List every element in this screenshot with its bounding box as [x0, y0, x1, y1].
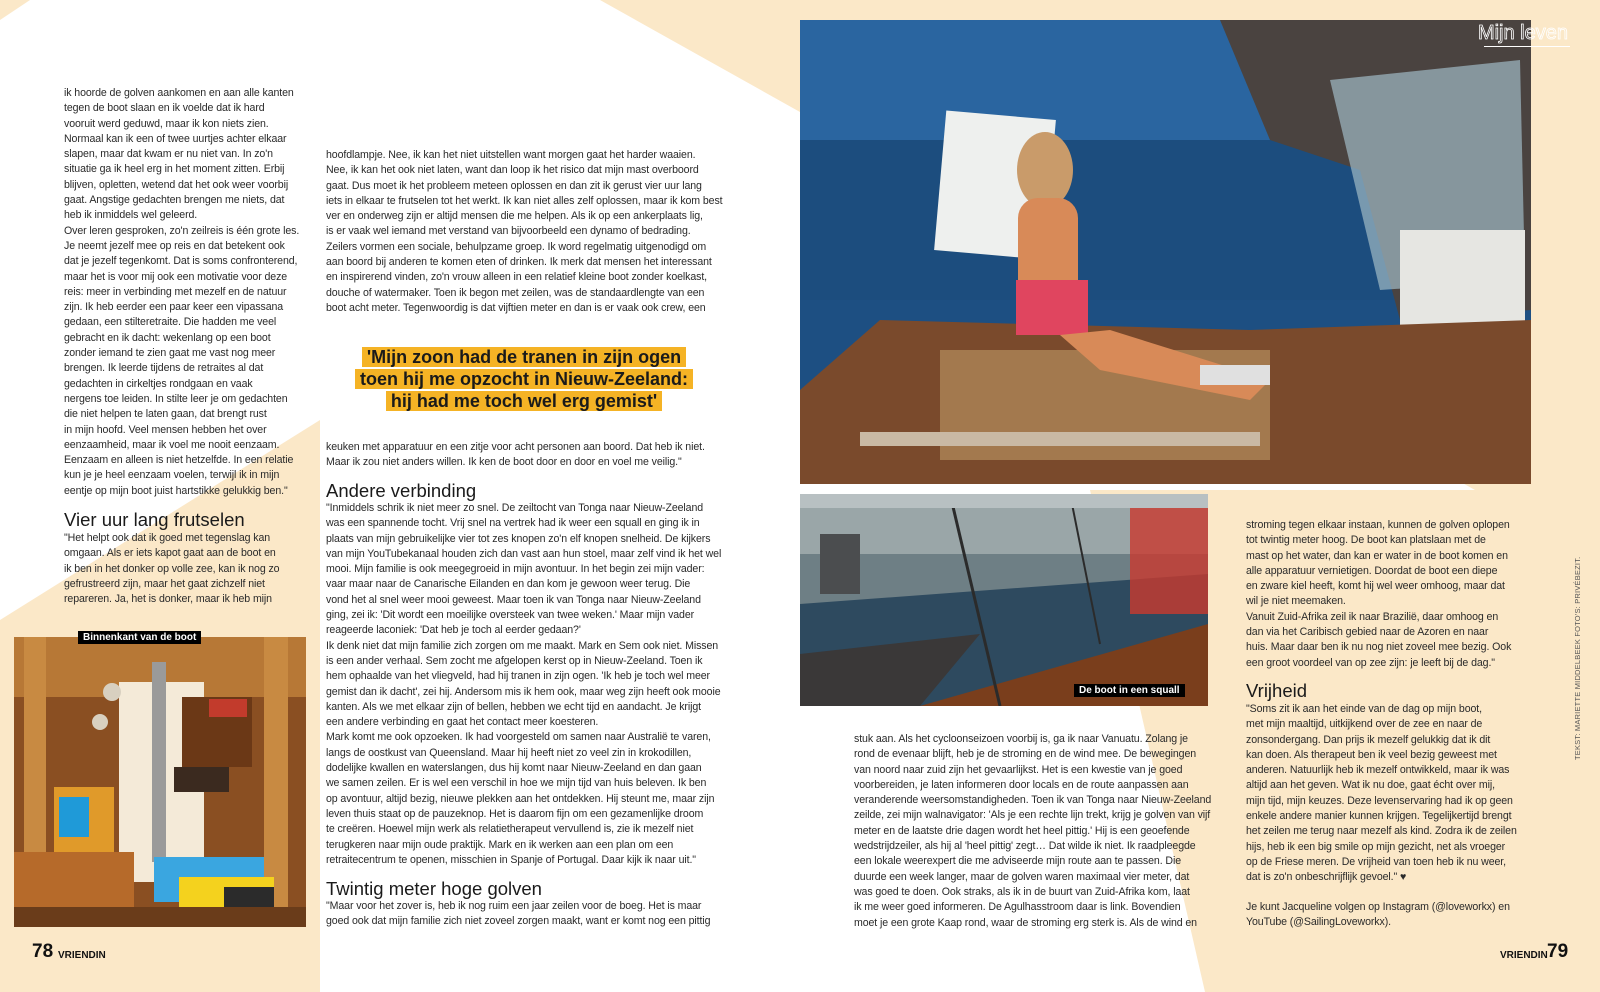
column-1-top-text: ik hoorde de golven aankomen en aan alle kanten tegen de boot slaan en ik voelde dat ik hard vooruit werd geduwd, maar ik kon niets zien. Normaal kan ik een of twee uurtjes achter elkaar slapen, maar dat kwam er nu niet van. In zo'n situatie ga ik heel erg in het moment zitten. Erbij blijven, opletten, wetend dat het ook weer voorbij gaat. Angstige gedachten brengen me niets, dat heb ik inmiddels wel geleerd. Over leren gesproken, zo'n zeilreis is één grote les. Je neemt jezelf mee op reis en dat betekent ook dat je jezelf tegenkomt. Dat is soms confronterend, maar het is voor mij ook een motivatie voor deze reis: meer in verbinding met mezelf en de natuur zijn. Ik heb eerder een paar keer een vipassana gedaan, een stilteretraite. Die hadden me veel gebracht en ik dacht: wekenlang op een boot zonder iemand te zien gaat me vast nog meer brengen. Ik leerde tijdens de retraites al dat gedachten in cirkeltjes rondgaan en vaak nergens toe leiden. In stilte leer je om gedachten die niet helpen te laten gaan, dat brengt rust in mijn hoofd. Veel mensen hebben het over eenzaamheid, maar ik voel me nooit eenzaam. Eenzaam en alleen is niet hetzelfde. In een relatie kun je je heel eenzaam voelen, terwijl ik in mijn eentje op mijn boot juist hartstikke gelukkig ben."	[64, 87, 300, 497]
pull-quote-line-3: hij had me toch wel erg gemist'	[386, 391, 662, 411]
heading-twintig-meter-hoge-golven: Twintig meter hoge golven	[326, 878, 542, 899]
column-1-bottom-text: "Het helpt ook dat ik goed met tegenslag kan omgaan. Als er iets kapot gaat aan de boot en ik ben in het donker op volle zee, kan ik nog zo gefrustreerd zijn, maar het gaat zichzelf niet repareren. Ja, het is donker, maar ik heb mijn	[64, 532, 280, 606]
page-number-left: 78	[32, 941, 54, 962]
heading-andere-verbinding: Andere verbinding	[326, 480, 477, 501]
magazine-name-right: VRIENDIN	[1500, 950, 1548, 961]
section-label-underline	[1484, 46, 1570, 47]
column-3-text: stuk aan. Als het cycloonseizoen voorbij is, ga ik naar Vanuatu. Zolang je rond de evenaar blijft, heb je de stroming en de wind mee. De bewegingen van noord naar zuid zijn het gevaarlijkst. Het is een kwestie van je goed voorbereiden, je laten informeren door locals en de route aanpassen aan veranderende weersomstandigheden. Toen ik van Tonga naar Nieuw-Zeeland zeilde, zei mijn walnavigator: 'Als je een rechte lijn trekt, krijg je golven van vijf meter en de laatste drie dagen wordt het heel pittig.' Hij is een geoefende wedstrijdzeiler, als hij al 'heel pittig' zegt… Dat wilde ik niet. Ik raadpleegde een lokale weerexpert die me adviseerde mijn route aan te passen. Die duurde een week langer, maar de golven waren maximaal vier meter, dat was goed te doen. Ook straks, als ik in de buurt van Zuid-Afrika kom, laat ik me weer goed informeren. De Agulhasstroom daar is link. Bovendien moet je een grote Kaap rond, waar de stroming erg sterk is. Als de wind en	[854, 733, 1212, 929]
column-2-middle-text: keuken met apparatuur en een zitje voor acht personen aan boord. Dat heb ik niet. Maar ik zou niet anders willen. Ik ken de boot door en door en voel me veilig."	[326, 441, 705, 469]
boat-interior-photo	[14, 637, 306, 927]
page-number-right: 79	[1547, 941, 1569, 962]
column-2-top-text: hoofdlampje. Nee, ik kan het niet uitstellen want morgen gaat het harder waaien. Nee, ik kan het ook niet laten, want dan loop ik het risico dat mijn mast overboord gaat. Dus moet ik het probleem meteen oplossen en dan zit ik gerust vier uur lang iets in elkaar te frutselen tot het werkt. Ik kan niet alles zelf oplossen, maar ik kom best ver en onderweg zijn er altijd mensen die me helpen. Als ik op een ankerplaats lig, is er vaak wel iemand met verstand van bijvoorbeeld een dynamo of bedrading. Zeilers vormen een sociale, behulpzame groep. Ik word regelmatig uitgenodigd om aan boord bij anderen te komen eten of drinken. Ik merk dat mensen het interessant en inspirerend vinden, zo'n vrouw alleen in een relatief kleine boot zonder koelkast, douche of watermaker. Toen ik begon met zeilen, was de standaardlengte van een boot acht meter. Tegenwoordig is dat vijftien meter en dan is er vaak ook crew, een	[326, 149, 723, 314]
woman-sailing-photo	[800, 20, 1531, 484]
column-4-vrijheid-text: "Soms zit ik aan het einde van de dag op mijn boot, met mijn maaltijd, uitkijkend over de zee en naar de zonsondergang. Dan prijs ik mezelf gelukkig dat ik dit kan doen. Als therapeut ben ik veel bezig geweest met anderen. Natuurlijk heb ik mezelf ontwikkeld, maar ik was altijd aan het geven. Wat ik nu doe, gaat écht over mij, mijn tijd, mijn keuzes. Deze levenservaring had ik op geen enkele andere manier kunnen krijgen. Tegelijkertijd brengt het zeilen me terug naar mezelf als kind. Zodra ik de zeilen hijs, heb ik een big smile op mijn gezicht, net als vroeger op de Friese meren. De vrijheid van toen heb ik nu weer, dat is zo'n onbeschrijflijk gevoel." ♥	[1246, 703, 1517, 884]
boat-in-squall-photo	[800, 494, 1208, 706]
column-2-verbinding-text: "Inmiddels schrik ik niet meer zo snel. De zeiltocht van Tonga naar Nieuw-Zeeland was een spannende tocht. Vrij snel na vertrek had ik weer een squall en ging ik in plaats van mijn gebruikelijke vier tot zes knopen zo'n elf knopen snelheid. De kijkers van mijn YouTubekanaal houden zich dan vast aan hun stoel, maar zelf vind ik het wel mooi. Mijn familie is ook meegegroeid in mijn avontuur. In het begin zei mijn vader: vaar maar naar de Canarische Eilanden en dan kom je gewoon weer terug. Die vond het al snel weer mooi geweest. Maar toen ik van Tonga naar Nieuw-Zeeland ging, zei ik: 'Dit wordt een moeilijke oversteek van twee weken.' Maar mijn vader reageerde laconiek: 'Dat heb je toch al eerder gedaan?' Ik denk niet dat mijn familie zich zorgen om me maakt. Mark en Sem ook niet. Missen is een ander verhaal. Sem zocht me afgelopen kerst op in Nieuw-Zeeland. Toen ik hem ophaalde van het vliegveld, had hij tranen in zijn ogen. 'Ik heb je toch wel meer gemist dan ik dacht', zei hij. Andersom mis ik hem ook, maar weg zijn heeft ook mooie kanten. Als we met elkaar zijn of bellen, hebben we echt tijd en aandacht. Je krijgt een andere verbinding en gaat het contact meer koesteren. Mark komt me ook opzoeken. Ik had voorgesteld om samen naar Australië te varen, langs de oostkust van Queensland. Maar hij heeft niet zo veel zin in krokodillen, dodelijke kwallen en waterslangen, dus hij komt naar Nieuw-Zeeland en dan gaan we samen zeilen. Er is wel een verschil in hoe we mijn tijd van huis beleven. Ik ben op avontuur, altijd bezig, nieuwe plekken aan het ontdekken. Hij steunt me, maar zijn leven thuis staat op de pauzeknop. Het is daarom fijn om een gezamenlijke droom te creëren. Hoewel mijn werk als relatietherapeut vervullend is, zie ik mezelf niet terugkeren naar mijn oude praktijk. Mark en ik werken aan een plan om een retraitecentrum te openen, misschien in Spanje of Portugal. Daar kijk ik naar uit."	[326, 502, 722, 866]
magazine-name-left: VRIENDIN	[58, 950, 106, 961]
column-4-instagram-text: Je kunt Jacqueline volgen op Instagram (@loveworkx) en YouTube (@SailingLoveworkx).	[1246, 901, 1510, 929]
caption-boat-interior: Binnenkant van de boot	[78, 631, 201, 644]
heading-vrijheid: Vrijheid	[1246, 680, 1308, 701]
heading-vier-uur-lang-frutselen: Vier uur lang frutselen	[64, 509, 245, 530]
column-2-golven-text: "Maar voor het zover is, heb ik nog ruim een jaar zeilen voor de boeg. Het is maar goed ook dat mijn familie zich niet zoveel zorgen maakt, want er komt nog een pittig	[326, 900, 711, 928]
pull-quote-line-2: toen hij me opzocht in Nieuw-Zeeland:	[355, 369, 693, 389]
pull-quote-line-1: 'Mijn zoon had de tranen in zijn ogen	[362, 347, 686, 367]
pull-quote	[320, 346, 728, 412]
column-4-top-text: stroming tegen elkaar instaan, kunnen de golven oplopen tot twintig meter hoog. De boot kan platslaan met de mast op het water, dan kan er water in de boot komen en alle apparatuur vernietigen. Doordat de boot een diepe en zware kiel heeft, komt hij wel weer omhoog, maar dat wil je niet meemaken. Vanuit Zuid-Afrika zeil ik naar Brazilië, daar omhoog en dan via het Caribisch gebied naar de Azoren en naar huis. Maar daar ben ik nu nog niet zoveel mee bezig. Ook een groot voordeel van op zee zijn: je leeft bij de dag."	[1246, 519, 1512, 669]
section-label-mijn-leven: Mijn leven	[1477, 22, 1568, 44]
photo-credit: TEKST: MARIETTE MIDDELBEEK FOTO'S: PRIVÉBEZIT.	[1573, 556, 1582, 760]
caption-boat-in-squall: De boot in een squall	[1074, 684, 1185, 697]
